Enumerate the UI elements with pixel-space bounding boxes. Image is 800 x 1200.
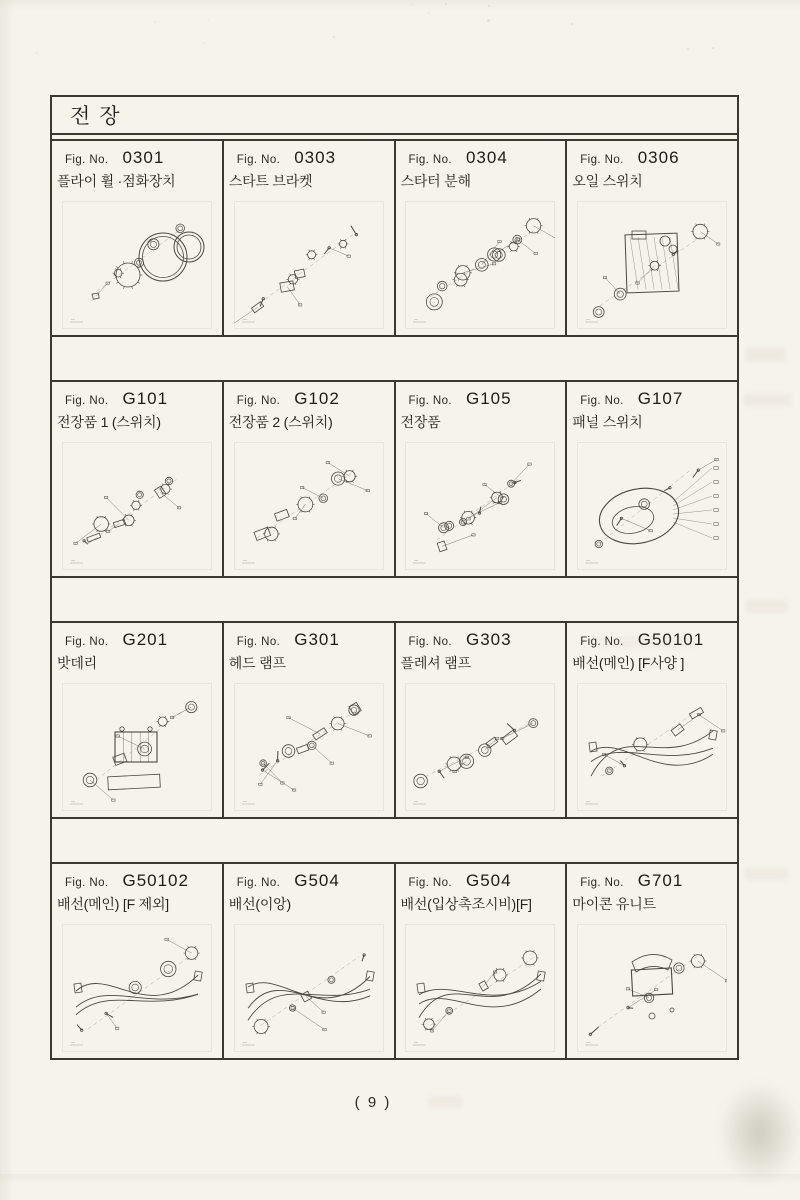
figure-cell xyxy=(567,623,737,817)
scan-speck xyxy=(154,21,156,23)
scan-speck xyxy=(203,42,205,44)
fig-line xyxy=(224,382,394,409)
page-number: ( 9 ) xyxy=(338,1094,408,1111)
fig-line xyxy=(52,864,222,891)
fig-number: G107 xyxy=(638,389,684,408)
exploded-diagram-drawing xyxy=(405,442,555,570)
scan-speck xyxy=(712,47,714,49)
fig-no-label: Fig. No. xyxy=(409,154,452,166)
exploded-diagram-drawing xyxy=(577,924,727,1052)
scan-speck xyxy=(571,23,573,25)
fig-number: G50101 xyxy=(638,630,705,649)
fig-title: 플레셔 램프 xyxy=(396,650,566,673)
scan-speck xyxy=(411,4,412,5)
fig-line xyxy=(396,623,566,650)
figure-grid xyxy=(52,139,737,1060)
exploded-diagram-drawing xyxy=(577,683,727,811)
fig-line xyxy=(52,623,222,650)
fig-number: G101 xyxy=(122,389,168,408)
fig-no-label: Fig. No. xyxy=(580,395,623,407)
fig-no-label: Fig. No. xyxy=(580,877,623,889)
fig-number: G50102 xyxy=(122,871,189,890)
content-frame xyxy=(50,95,739,1060)
exploded-diagram-drawing xyxy=(577,442,727,570)
section-title: 전장 xyxy=(70,100,129,130)
figure-cell xyxy=(224,141,396,335)
fig-line xyxy=(567,141,737,168)
figure-cell xyxy=(567,382,737,576)
scan-speck xyxy=(488,5,490,7)
fig-number: 0306 xyxy=(638,148,680,167)
figure-row xyxy=(52,380,737,578)
figure-cell xyxy=(396,382,568,576)
exploded-diagram xyxy=(396,683,566,815)
exploded-diagram-drawing xyxy=(577,201,727,329)
figure-cell xyxy=(224,864,396,1058)
fig-no-label: Fig. No. xyxy=(409,636,452,648)
exploded-diagram-drawing xyxy=(234,924,384,1052)
scan-speck xyxy=(36,52,38,54)
fig-line xyxy=(52,141,222,168)
fig-title: 배선(이앙) xyxy=(224,891,394,914)
scan-speck xyxy=(687,48,689,50)
exploded-diagram xyxy=(52,683,222,815)
fig-no-label: Fig. No. xyxy=(580,636,623,648)
fig-line xyxy=(396,141,566,168)
fig-line xyxy=(224,141,394,168)
fig-line xyxy=(224,623,394,650)
figure-row xyxy=(52,139,737,337)
fig-number: 0303 xyxy=(294,148,336,167)
exploded-diagram-drawing xyxy=(405,201,555,329)
scan-speck xyxy=(333,36,335,38)
fig-no-label: Fig. No. xyxy=(65,636,108,648)
fig-number: G301 xyxy=(294,630,340,649)
exploded-diagram xyxy=(396,924,566,1056)
fig-no-label: Fig. No. xyxy=(65,877,108,889)
exploded-diagram-drawing xyxy=(234,442,384,570)
fig-no-label: Fig. No. xyxy=(65,154,108,166)
fig-number: G701 xyxy=(638,871,684,890)
exploded-diagram xyxy=(567,683,737,815)
fig-title: 스타트 브라켓 xyxy=(224,168,394,191)
fig-title: 배선(메인) [F사양 ] xyxy=(567,650,737,673)
exploded-diagram-drawing xyxy=(62,201,212,329)
figure-cell xyxy=(52,864,224,1058)
fig-line xyxy=(567,382,737,409)
figure-cell xyxy=(52,382,224,576)
fig-title: 헤드 램프 xyxy=(224,650,394,673)
exploded-diagram xyxy=(52,924,222,1056)
fig-title: 마이콘 유니트 xyxy=(567,891,737,914)
fig-title: 배선(입상촉조시비)[F] xyxy=(396,891,566,914)
fig-no-label: Fig. No. xyxy=(237,636,280,648)
fig-title: 전장품 xyxy=(396,409,566,432)
fig-line xyxy=(224,864,394,891)
figure-cell xyxy=(52,623,224,817)
exploded-diagram xyxy=(224,442,394,574)
exploded-diagram-drawing xyxy=(234,683,384,811)
fig-no-label: Fig. No. xyxy=(580,154,623,166)
bleed-through-smudge xyxy=(428,1096,462,1108)
scan-speck xyxy=(208,20,209,21)
fig-no-label: Fig. No. xyxy=(237,154,280,166)
fig-number: G105 xyxy=(466,389,512,408)
fig-title: 플라이 휠 ·점화장치 xyxy=(52,168,222,191)
exploded-diagram xyxy=(52,442,222,574)
fig-no-label: Fig. No. xyxy=(237,395,280,407)
bleed-through-smudge xyxy=(746,600,788,613)
fig-number: 0301 xyxy=(122,148,164,167)
fig-line xyxy=(52,382,222,409)
figure-cell xyxy=(224,623,396,817)
fig-title: 밧데리 xyxy=(52,650,222,673)
exploded-diagram-drawing xyxy=(405,683,555,811)
exploded-diagram xyxy=(224,683,394,815)
section-title-box xyxy=(52,95,737,135)
fig-title: 배선(메인) [F 제외] xyxy=(52,891,222,914)
exploded-diagram-drawing xyxy=(234,201,384,329)
fig-number: G504 xyxy=(466,871,512,890)
fig-no-label: Fig. No. xyxy=(65,395,108,407)
fig-title: 오일 스위치 xyxy=(567,168,737,191)
exploded-diagram xyxy=(224,924,394,1056)
scan-speck xyxy=(487,19,490,22)
fig-line xyxy=(396,864,566,891)
figure-cell xyxy=(224,382,396,576)
figure-cell xyxy=(396,141,568,335)
fig-title: 전장품 1 (스위치) xyxy=(52,409,222,432)
bleed-through-smudge xyxy=(744,868,788,880)
figure-cell xyxy=(567,864,737,1058)
fig-line xyxy=(567,864,737,891)
fig-title: 패널 스위치 xyxy=(567,409,737,432)
figure-row xyxy=(52,621,737,819)
exploded-diagram xyxy=(396,201,566,333)
fig-number: G201 xyxy=(122,630,168,649)
fig-line xyxy=(396,382,566,409)
scan-speck xyxy=(579,57,580,58)
exploded-diagram xyxy=(52,201,222,333)
scan-speck xyxy=(445,3,447,5)
fig-number: G303 xyxy=(466,630,512,649)
figure-cell xyxy=(396,623,568,817)
exploded-diagram-drawing xyxy=(62,442,212,570)
bleed-through-smudge xyxy=(746,348,786,362)
figure-row xyxy=(52,862,737,1060)
fig-number: G102 xyxy=(294,389,340,408)
exploded-diagram-drawing xyxy=(62,683,212,811)
fig-line xyxy=(567,623,737,650)
figure-cell xyxy=(396,864,568,1058)
exploded-diagram xyxy=(567,924,737,1056)
fig-title: 스타터 분해 xyxy=(396,168,566,191)
exploded-diagram xyxy=(567,442,737,574)
exploded-diagram-drawing xyxy=(405,924,555,1052)
fig-no-label: Fig. No. xyxy=(237,877,280,889)
exploded-diagram-drawing xyxy=(62,924,212,1052)
fig-no-label: Fig. No. xyxy=(409,877,452,889)
exploded-diagram xyxy=(224,201,394,333)
exploded-diagram xyxy=(396,442,566,574)
exploded-diagram xyxy=(567,201,737,333)
figure-cell xyxy=(567,141,737,335)
fig-number: 0304 xyxy=(466,148,508,167)
fig-title: 전장품 2 (스위치) xyxy=(224,409,394,432)
fig-no-label: Fig. No. xyxy=(409,395,452,407)
figure-cell xyxy=(52,141,224,335)
scan-speck xyxy=(428,12,430,14)
fig-number: G504 xyxy=(294,871,340,890)
bleed-through-smudge xyxy=(743,394,791,406)
